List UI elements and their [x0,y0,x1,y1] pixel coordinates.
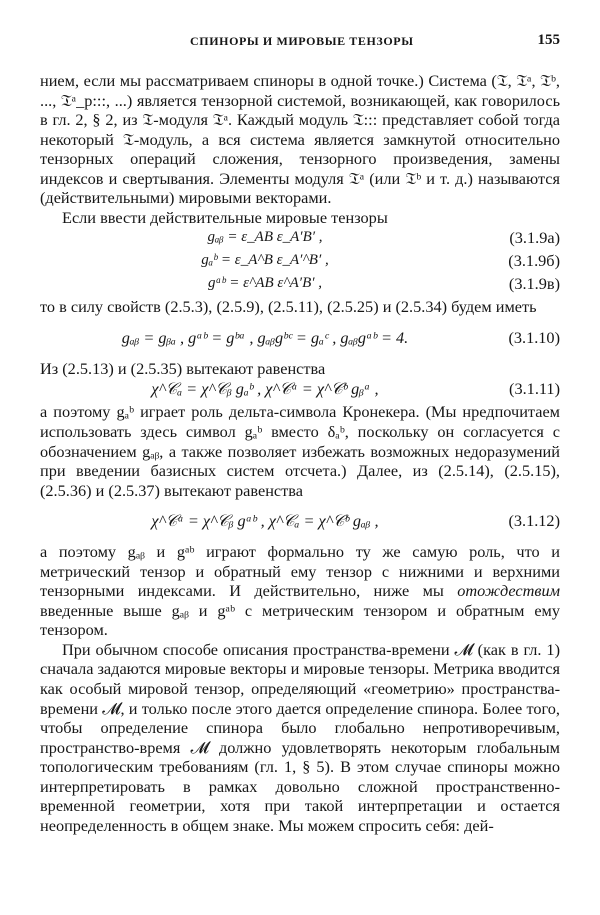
equation-3-1-9v [40,274,560,296]
equation-formula: gₐᵇ = ε_A^B ε_A′^B′ , [201,252,329,269]
equation-label: (3.1.9а) [509,228,560,248]
equation-formula: gᵃᵇ = ε^AB ε^A′B′ , [207,275,323,292]
paragraph-2: Если ввести действительные мировые тензоры [62,207,388,227]
equation-3-1-9b [40,251,560,273]
equation-3-1-10 [40,323,560,353]
paragraph-1: нием, если мы рассматриваем спиноры в одной точке.) Система (𝔗, 𝔗ᵃ, 𝔗ᵇ, ..., 𝔗ᵃ_p:::, ...) является тензорной системой, возникающей, как говорилось в гл. 2, § 2, из 𝔗-модуля 𝔗ᵃ. Каждый модуль 𝔗::: представляет собой тогда некоторый 𝔗-модуль, а вся система является замкнутой относительно тензорных операций сложения, тензорного произведения, замены индексов и свертывания. Элементы модуля 𝔗ᵃ (или 𝔗ᵇ и т. д.) называются (действительными) мировыми векторами. [40,71,560,208]
equation-3-1-9a [40,228,560,250]
running-title: СПИНОРЫ И МИРОВЫЕ ТЕНЗОРЫ [190,34,414,48]
equation-3-1-12 [40,506,560,536]
page-body [40,71,560,835]
paragraph-6 [40,542,560,640]
equation-formula: χ^𝒞ᵃ = χ^𝒞ᵦ gᵃᵇ , χ^𝒞ₐ = χ^𝒞ᵇ gₐᵦ , [151,511,379,531]
equation-formula: gₐᵦ = gᵦₐ , gᵃᵇ = gᵇᵃ , gₐᵦgᵇᶜ = gₐᶜ , gₐᵦgᵃᵇ = 4. [121,327,409,347]
equation-formula: χ^𝒞ₐ = χ^𝒞ᵦ gₐᵇ , χ^𝒞ᵃ = χ^𝒞ᵇ gᵦᵃ , [151,379,379,399]
emphasized-word: отождествим [457,581,560,601]
equation-label: (3.1.10) [508,327,560,347]
equation-label: (3.1.9в) [508,274,560,294]
paragraph-6-start: а поэтому gₐᵦ и gᵃᵇ играют формально ту же самую роль, что и метрический тензор и обратный ему тензор с нижними и верхними тензорными индексами. И действительно, ниже мы [40,542,560,601]
equation-label: (3.1.12) [508,511,560,531]
page-header [40,34,560,54]
equation-label: (3.1.9б) [508,251,560,271]
paragraph-3: то в силу свойств (2.5.3), (2.5.9), (2.5.11), (2.5.25) и (2.5.34) будем иметь [40,297,537,317]
equation-formula: gₐᵦ = ε_AB ε_A′B′ , [207,229,323,246]
paragraph-5: а поэтому gₐᵇ играет роль дельта-символа Кронекера. (Мы нредпочитаем использовать здесь символ gₐᵇ вместо δₐᵇ, поскольку он согласуется с обозначением gₐᵦ, а также позволяет избежать возможных недоразумений при введении базисных систем отсчета.) Далее, из (2.5.14), (2.5.15), (2.5.36) и (2.5.37) вытекают равенства [40,402,560,500]
paragraph-4: Из (2.5.13) и (2.5.35) вытекают равенства [40,358,326,378]
paragraph-6-end: введенные выше gₐᵦ и gᵃᵇ с метрическим тензором и обратным ему тензором. [40,600,560,640]
page-number: 155 [537,32,560,48]
equation-label: (3.1.11) [509,379,560,399]
paragraph-7: При обычном способе описания пространства-времени 𝓜 (как в гл. 1) сначала задаются мировые векторы и мировые тензоры. Метрика вводится как особый мировой тензор, определяющий «геометрию» пространства-времени 𝓜, и только после этого дается определение спинора. Более того, чтобы определение спинора было глобально непротиворечивым, пространство-время 𝓜 должно удовлетворять некоторым глобальным топологическим требованиям (гл. 1, § 5). В этом случае спиноры можно интерпретировать в рамках довольно сложной пространственно-временной геометрии, хотя при такой интерпретации и остается неопределенность в общем знаке. Мы можем спросить себя: дей- [40,639,560,835]
equation-3-1-11 [40,379,560,401]
